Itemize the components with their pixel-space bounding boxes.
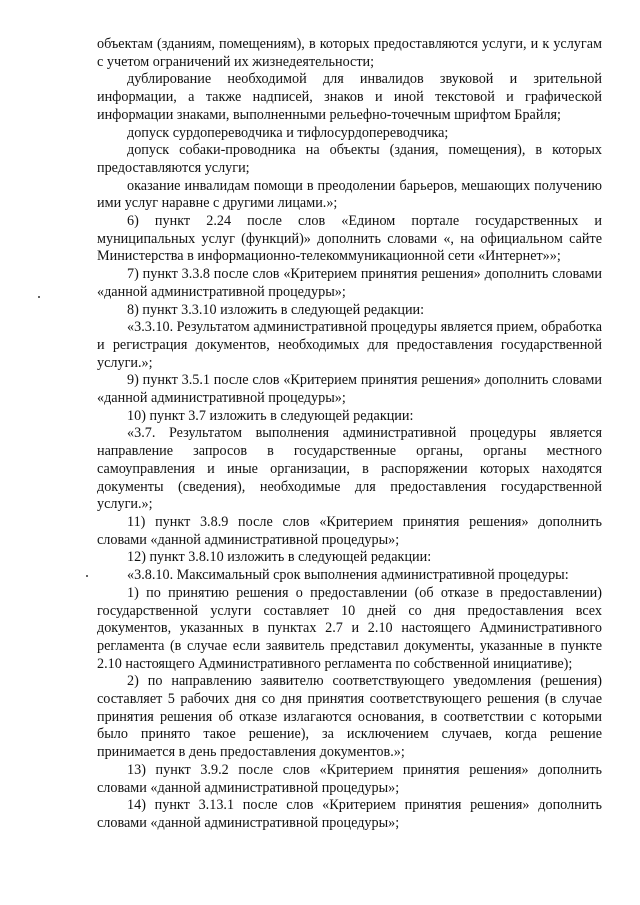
paragraph-4: допуск собаки-проводника на объекты (здания, помещения), в которых предоставляются услуги;: [97, 142, 602, 176]
document-page: [97, 36, 602, 833]
paragraph-19: 14) пункт 3.13.1 после слов «Критерием принятия решения» дополнить словами «данной административной процедуры»;: [97, 797, 602, 831]
paragraph-12: «3.7. Результатом выполнения административной процедуры является направление запросов в государственные органы, органы местного самоуправления и иные организации, в распоряжении которых находятся документы (сведения), необходимые для предоставления государственной услуги.»;: [97, 425, 602, 513]
paragraph-14: 12) пункт 3.8.10 изложить в следующей редакции:: [127, 549, 432, 566]
paragraph-8: 8) пункт 3.3.10 изложить в следующей редакции:: [127, 301, 425, 318]
paragraph-9: «3.3.10. Результатом административной процедуры является прием, обработка и регистрация документов, необходимых для предоставления государственной услуги.»;: [97, 319, 602, 371]
paragraph-16: 1) по принятию решения о предоставлении (об отказе в предоставлении) государственной услуги составляет 10 дней со дня предоставления всех документов, указанных в пунктах 2.7 и 2.10 настоящего Административного регламента (в случае если заявитель представил документы, указанные в пункте 2.10 настоящего Административного регламента по собственной инициативе);: [97, 584, 602, 672]
paragraph-1: объектам (зданиям, помещениям), в которых предоставляются услуги, и к услугам с учетом ограничений их жизнедеятельности;: [97, 36, 602, 70]
paragraph-15: «3.8.10. Максимальный срок выполнения административной процедуры:: [127, 567, 569, 584]
scan-speck-2: [86, 575, 88, 577]
paragraph-2: дублирование необходимой для инвалидов звуковой и зрительной информации, а также надписей, знаков и иной текстовой и графической информации знаками, выполненными рельефно-точечным шрифтом Брайля;: [97, 71, 602, 123]
paragraph-5: оказание инвалидам помощи в преодолении барьеров, мешающих получению ими услуг наравне с другими лицами.»;: [97, 177, 602, 212]
paragraph-3: допуск сурдопереводчика и тифлосурдопереводчика;: [127, 124, 449, 141]
scan-speck-1: [38, 296, 40, 298]
paragraph-7: 7) пункт 3.3.8 после слов «Критерием принятия решения» дополнить словами «данной административной процедуры»;: [97, 266, 602, 300]
paragraph-11: 10) пункт 3.7 изложить в следующей редакции:: [127, 407, 414, 424]
paragraph-10: 9) пункт 3.5.1 после слов «Критерием принятия решения» дополнить словами «данной административной процедуры»;: [97, 372, 602, 407]
paragraph-13: 11) пункт 3.8.9 после слов «Критерием принятия решения» дополнить словами «данной административной процедуры»;: [97, 513, 602, 548]
paragraph-17: 2) по направлению заявителю соответствующего уведомления (решения) составляет 5 рабочих дня со дня принятия соответствующего решения (в случае принятия решения об отказе излагаются основания, в соответствии с которыми было принято такое решение), за исключением случаев, когда решение принимается в день предоставления документов.»;: [97, 673, 602, 761]
paragraph-6: 6) пункт 2.24 после слов «Едином портале государственных и муниципальных услуг (функций)» дополнить словами «, на официальном сайте Министерства в информационно-телекоммуникационной сети «Интернет»»;: [97, 213, 602, 265]
paragraph-18: 13) пункт 3.9.2 после слов «Критерием принятия решения» дополнить словами «данной административной процедуры»;: [97, 761, 602, 796]
